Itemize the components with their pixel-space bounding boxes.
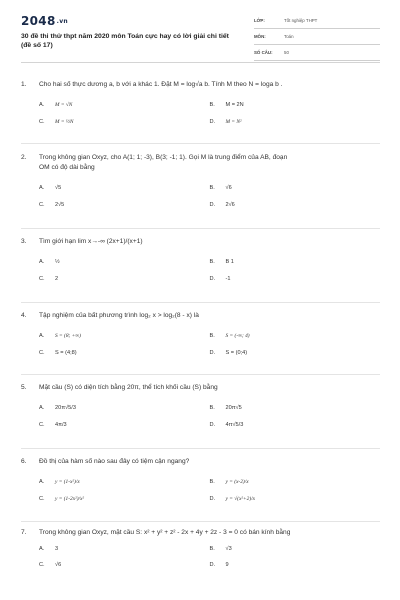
- option-value: √6: [55, 562, 62, 568]
- option-letter: C.: [39, 118, 45, 125]
- option-d[interactable]: [210, 496, 381, 502]
- question-4: [21, 311, 380, 361]
- option-c[interactable]: [39, 496, 210, 502]
- option-d[interactable]: [210, 276, 381, 282]
- option-a[interactable]: [39, 259, 210, 265]
- option-letter: D.: [209, 562, 216, 568]
- option-value: S = (8; +∞): [55, 332, 81, 339]
- option-b[interactable]: [210, 259, 381, 265]
- meta-row-count: [254, 45, 380, 61]
- question-divider: [21, 521, 380, 522]
- option-letter: B.: [209, 546, 215, 552]
- option-b[interactable]: [210, 546, 381, 552]
- option-value: S = (-∞; 4): [225, 332, 250, 339]
- question-number: 1.: [21, 81, 27, 88]
- header-divider: [21, 62, 380, 63]
- option-letter: B.: [209, 404, 215, 411]
- question-number: 4.: [21, 312, 27, 319]
- meta-label: MÔN:: [254, 34, 266, 39]
- meta-label: SỐ CÂU:: [254, 50, 273, 55]
- question-5: [21, 383, 380, 433]
- answer-options: [39, 179, 380, 213]
- option-letter: C.: [39, 201, 45, 208]
- option-value: y = (1-x²)/x: [55, 478, 80, 485]
- option-letter: C.: [39, 275, 45, 282]
- document-title: 30 đề thi thử thpt năm 2020 môn Toán cực hay có lời giải chi tiết (đề số 17): [21, 33, 229, 49]
- option-value: √6: [225, 184, 232, 191]
- question-divider: [21, 228, 380, 229]
- option-b[interactable]: [210, 102, 381, 108]
- option-letter: D.: [209, 495, 216, 502]
- question-7: [21, 528, 380, 573]
- option-value: 3: [55, 546, 59, 552]
- option-c[interactable]: [39, 422, 210, 428]
- option-value: S = (4;8): [55, 349, 77, 356]
- option-d[interactable]: [210, 422, 381, 428]
- meta-row-class: [254, 13, 380, 29]
- option-value: B 1: [225, 258, 234, 265]
- option-value: 9: [225, 562, 229, 568]
- option-b[interactable]: [210, 333, 381, 339]
- option-letter: C.: [39, 562, 45, 568]
- question-number: 2.: [21, 154, 27, 161]
- question-text: Đồ thị của hàm số nào sau đây có tiệm cận ngang?: [39, 458, 190, 465]
- option-value: y = (1-2x²)/x²: [55, 495, 85, 502]
- option-letter: A.: [39, 546, 45, 552]
- option-b[interactable]: [210, 405, 381, 411]
- meta-value: 50: [284, 50, 289, 55]
- option-letter: A.: [39, 184, 45, 191]
- option-value: √5: [55, 184, 62, 191]
- option-letter: B.: [209, 478, 215, 485]
- option-value: -1: [225, 275, 231, 282]
- option-value: M = √N: [55, 101, 73, 108]
- option-letter: B.: [209, 332, 215, 339]
- question-divider: [21, 448, 380, 449]
- answer-options: [39, 96, 380, 130]
- option-value: M = N²: [225, 118, 242, 125]
- option-letter: D.: [209, 349, 216, 356]
- meta-value: Toán: [284, 34, 294, 39]
- answer-options: [39, 399, 380, 433]
- option-d[interactable]: [210, 562, 381, 568]
- question-text: Mặt cầu (S) có diện tích bằng 20π, thể tích khối cầu (S) bằng: [39, 384, 218, 391]
- option-letter: D.: [209, 201, 216, 208]
- meta-value: Tốt nghiệp THPT: [284, 18, 318, 23]
- answer-options: [39, 541, 380, 573]
- option-value: 2√6: [225, 201, 235, 208]
- worksheet-header: [0, 0, 400, 60]
- answer-options: [39, 327, 380, 361]
- option-c[interactable]: [39, 202, 210, 208]
- question-text: Tập nghiệm của bất phương trình log₂ x > log₂(8 - x) là: [39, 312, 199, 319]
- question-number: 3.: [21, 238, 27, 245]
- option-a[interactable]: [39, 333, 210, 339]
- option-letter: A.: [39, 258, 45, 265]
- option-c[interactable]: [39, 119, 210, 125]
- option-value: M = ½N: [55, 118, 74, 125]
- option-letter: A.: [39, 404, 45, 411]
- option-a[interactable]: [39, 185, 210, 191]
- question-6: [21, 457, 380, 507]
- question-2: [21, 153, 380, 213]
- option-value: 20π√5: [225, 404, 242, 411]
- option-value: y = (x-2)/x: [225, 478, 249, 485]
- option-letter: B.: [209, 101, 215, 108]
- option-letter: D.: [209, 118, 216, 125]
- option-a[interactable]: [39, 102, 210, 108]
- option-value: √3: [225, 546, 232, 552]
- answer-options: [39, 473, 380, 507]
- question-text: Cho hai số thực dương a, b với a khác 1. Đặt M = log√a b. Tính M theo N = loga b .: [39, 81, 283, 88]
- question-3: [21, 237, 380, 287]
- option-c[interactable]: [39, 350, 210, 356]
- option-letter: B.: [209, 258, 215, 265]
- option-value: 4π√5/3: [225, 421, 244, 428]
- option-d[interactable]: [210, 119, 381, 125]
- question-text: Trong không gian Oxyz, mặt cầu S: x² + y² + z² - 2x + 4y + 2z - 3 = 0 có bán kính bằng: [39, 529, 291, 536]
- brand-name: 2048: [21, 14, 56, 28]
- question-divider: [21, 302, 380, 303]
- option-d[interactable]: [210, 202, 381, 208]
- option-a[interactable]: [39, 546, 210, 552]
- option-letter: A.: [39, 332, 45, 339]
- question-number: 6.: [21, 458, 27, 465]
- meta-row-subject: [254, 29, 380, 45]
- option-c[interactable]: [39, 562, 210, 568]
- option-b[interactable]: [210, 479, 381, 485]
- question-divider: [21, 374, 380, 375]
- option-a[interactable]: [39, 405, 210, 411]
- question-1: [21, 80, 380, 130]
- question-divider: [21, 143, 380, 144]
- option-letter: C.: [39, 421, 45, 428]
- answer-options: [39, 253, 380, 287]
- option-value: 20π√5/3: [55, 404, 76, 411]
- option-letter: C.: [39, 349, 45, 356]
- option-value: S = (0;4): [225, 349, 248, 356]
- option-a[interactable]: [39, 479, 210, 485]
- option-value: ½: [55, 258, 60, 265]
- option-letter: A.: [39, 478, 45, 485]
- brand-logo[interactable]: [21, 14, 68, 28]
- question-text: Trong không gian Oxyz, cho A(1; 1; -3), B(3; -1; 1). Gọi M là trung điểm của AB, đoạn OM có độ dài bằng: [39, 154, 288, 171]
- option-d[interactable]: [210, 350, 381, 356]
- option-letter: B.: [209, 184, 215, 191]
- option-value: 4π/3: [55, 421, 67, 428]
- meta-label: LỚP:: [254, 18, 265, 23]
- question-number: 7.: [21, 529, 27, 536]
- option-value: 2: [55, 275, 59, 282]
- option-value: y = √(x²+2)/x: [225, 495, 256, 502]
- question-text: Tìm giới hạn lim x→-∞ (2x+1)/(x+1): [39, 238, 143, 245]
- option-letter: C.: [39, 495, 45, 502]
- option-c[interactable]: [39, 276, 210, 282]
- option-b[interactable]: [210, 185, 381, 191]
- meta-table: [254, 13, 380, 61]
- option-letter: D.: [209, 275, 216, 282]
- option-value: 2√5: [55, 201, 65, 208]
- option-letter: D.: [209, 421, 216, 428]
- option-value: M = 2N: [225, 101, 244, 108]
- brand-suffix: .vn: [56, 18, 68, 25]
- question-number: 5.: [21, 384, 27, 391]
- option-letter: A.: [39, 101, 45, 108]
